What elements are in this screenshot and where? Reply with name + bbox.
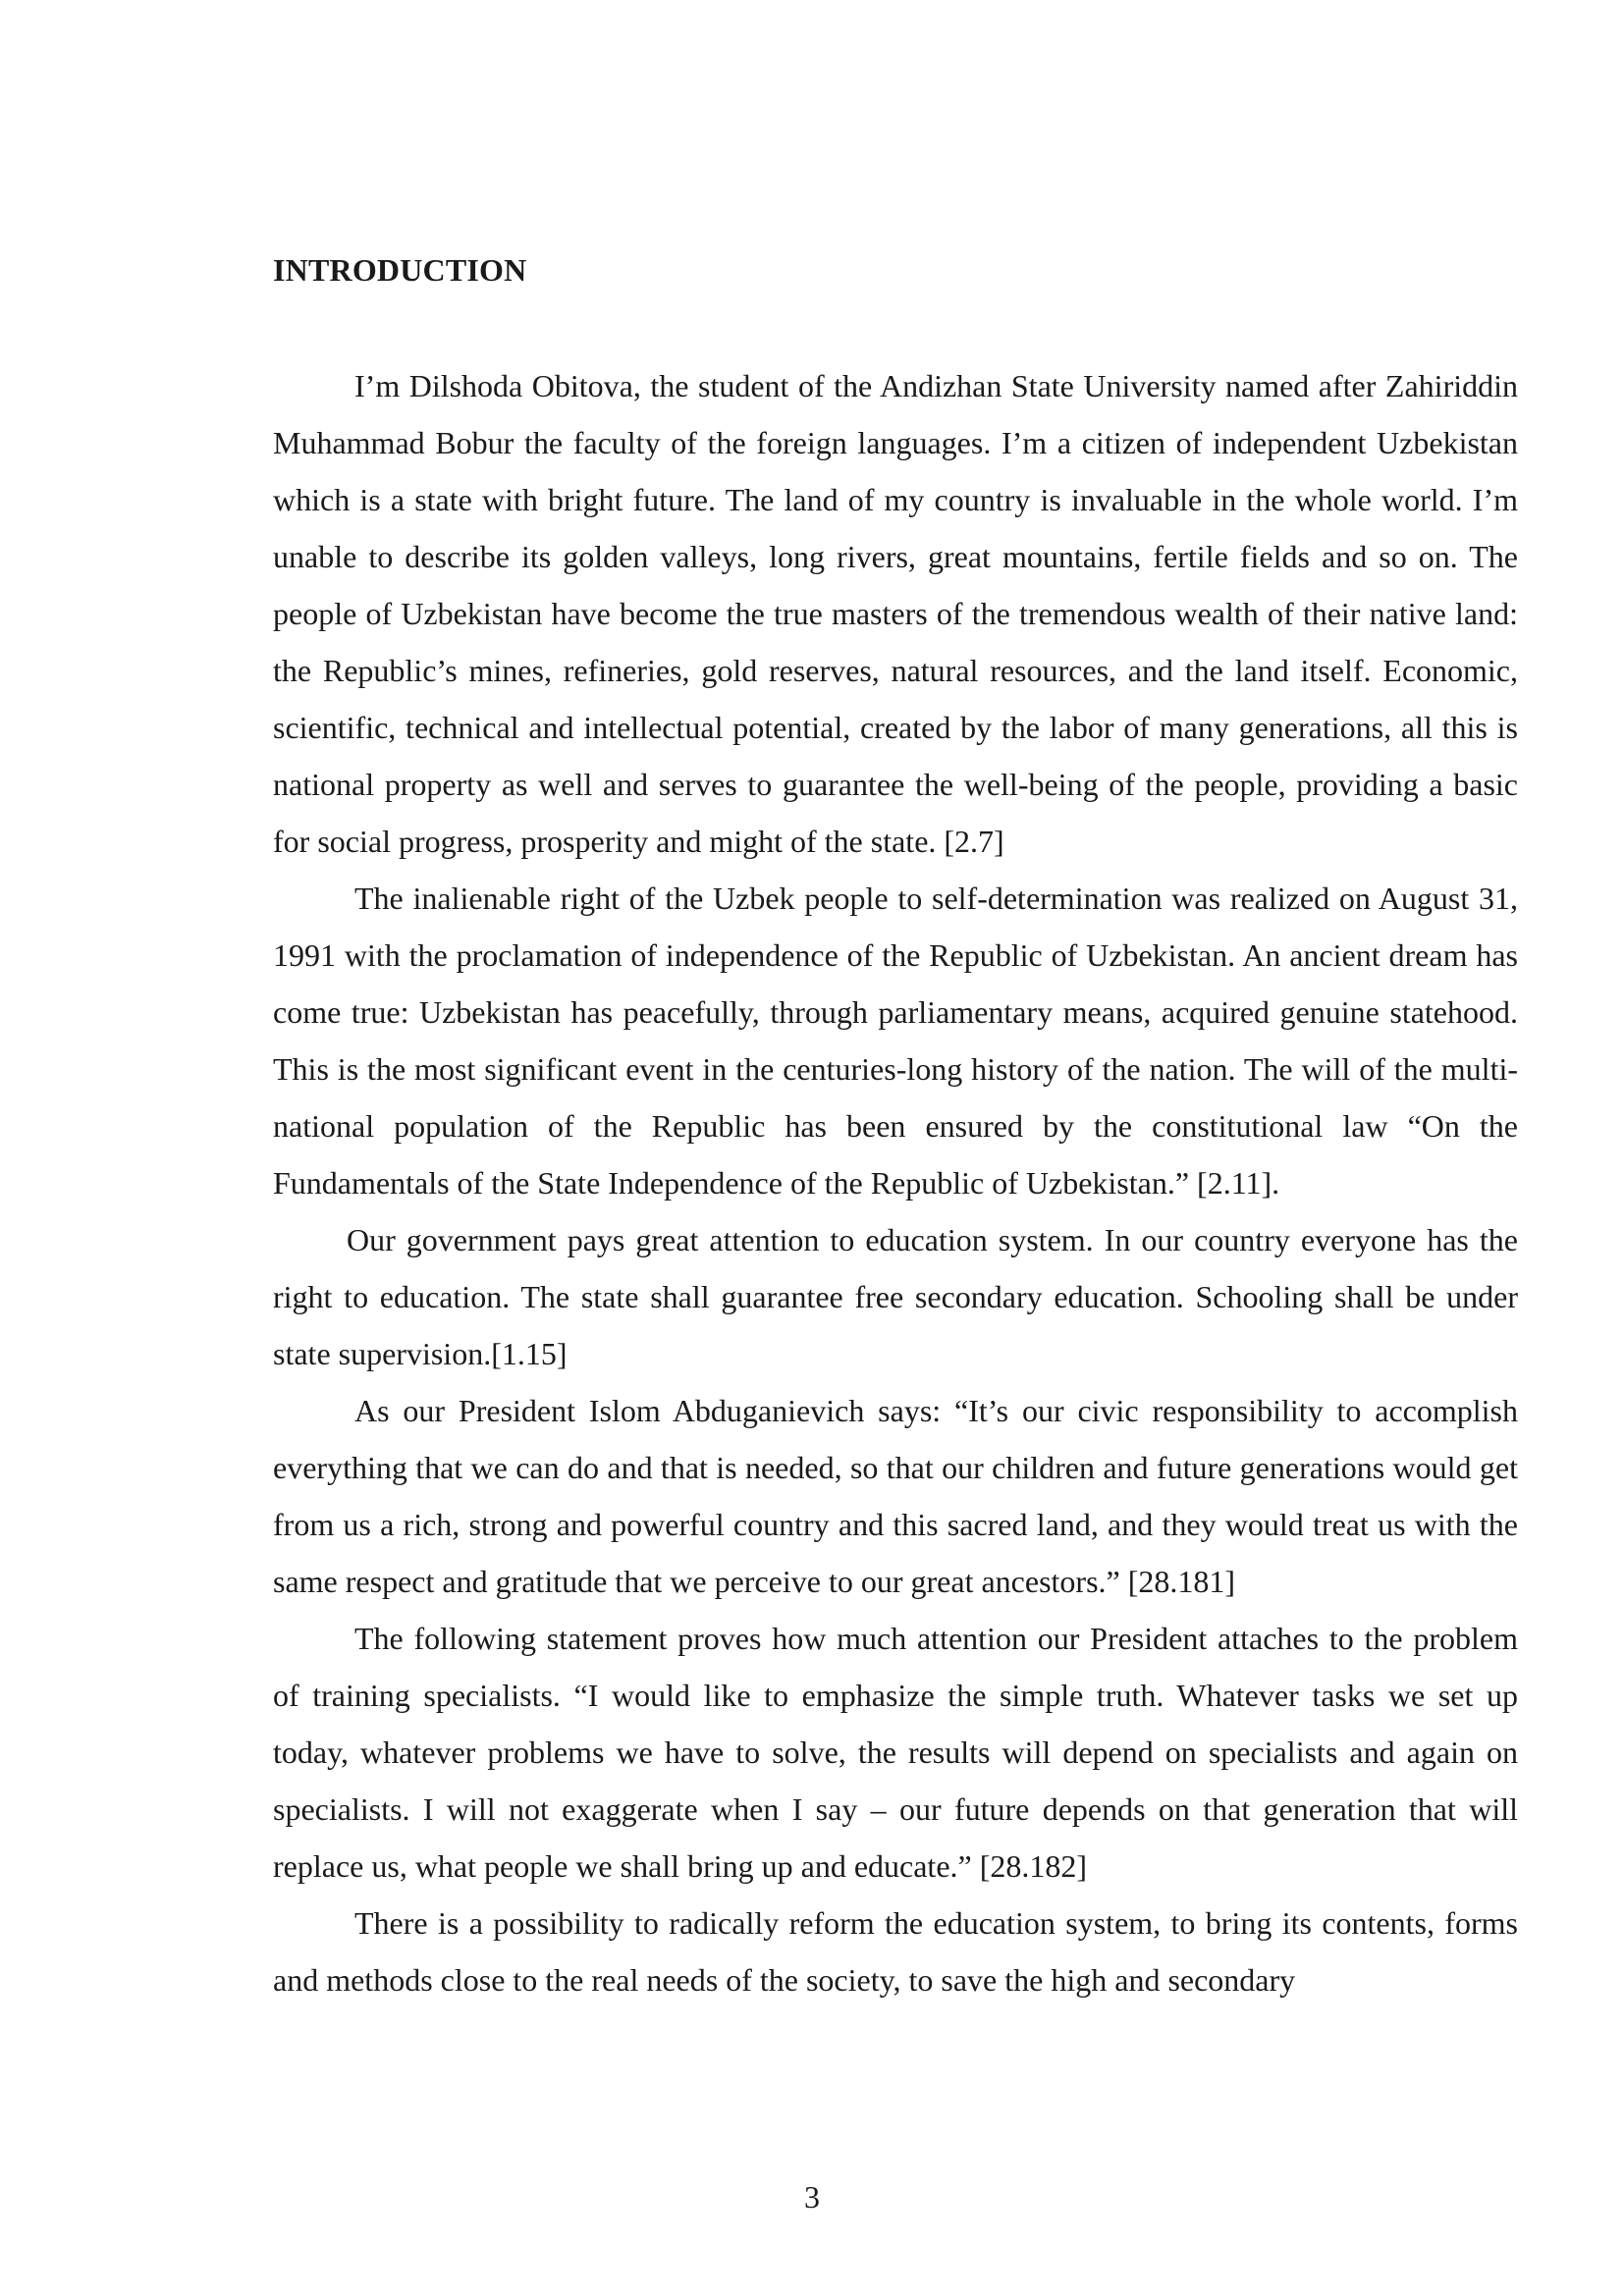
paragraph-intro: I’m Dilshoda Obitova, the student of the Andizhan State University named after Zahiriddin Muhammad Bobur the faculty of the foreign languages. I’m a citizen of independent Uzbekistan which is a state with bright future. The land of my country is invaluable in the whole world. I’m unable to describe its golden valleys, long rivers, great mountains, fertile fields and so on. The people of Uzbekistan have become the true masters of the tremendous wealth of their native land: the Republic’s mines, refineries, gold reserves, natural resources, and the land itself. Economic, scientific, technical and intellectual potential, created by the labor of many generations, all this is national property as well and serves to guarantee the well-being of the people, providing a basic for social progress, prosperity and might of the state. [2.7] [273,368,1518,859]
paragraph-education: Our government pays great attention to education system. In our country everyone has the right to education. The state shall guarantee free secondary education. Schooling shall be under state supervision.[1.15] [273,1222,1518,1371]
page-number: 3 [804,2179,820,2215]
paragraph-president-quote: As our President Islom Abduganievich says: “It’s our civic responsibility to accomplish everything that we can do and that is needed, so that our children and future generations would get from us a rich, strong and powerful country and this sacred land, and they would treat us with the same respect and gratitude that we perceive to our great ancestors.” [28.181] [273,1393,1518,1599]
paragraph-specialists: The following statement proves how much attention our President attaches to the problem of training specialists. “I would like to emphasize the simple truth. Whatever tasks we set up today, whatever problems we have to solve, the results will depend on specialists and again on specialists. I will not exaggerate when I say – our future depends on that generation that will replace us, what people we shall bring up and educate.” [28.182] [273,1621,1518,1884]
body-text [273,357,1518,2008]
paragraph-independence: The inalienable right of the Uzbek people to self-determination was realized on August 31, 1991 with the proclamation of independence of the Republic of Uzbekistan. An ancient dream has come true: Uzbekistan has peacefully, through parliamentary means, acquired genuine statehood. This is the most significant event in the centuries-long history of the nation. The will of the multi-national population of the Republic has been ensured by the constitutional law “On the Fundamentals of the State Independence of the Republic of Uzbekistan.” [2.11]. [273,881,1518,1201]
paragraph-reform: There is a possibility to radically reform the education system, to bring its contents, forms and methods close to the real needs of the society, to save the high and secondary [273,1905,1518,1998]
section-heading: INTRODUCTION [273,252,527,288]
